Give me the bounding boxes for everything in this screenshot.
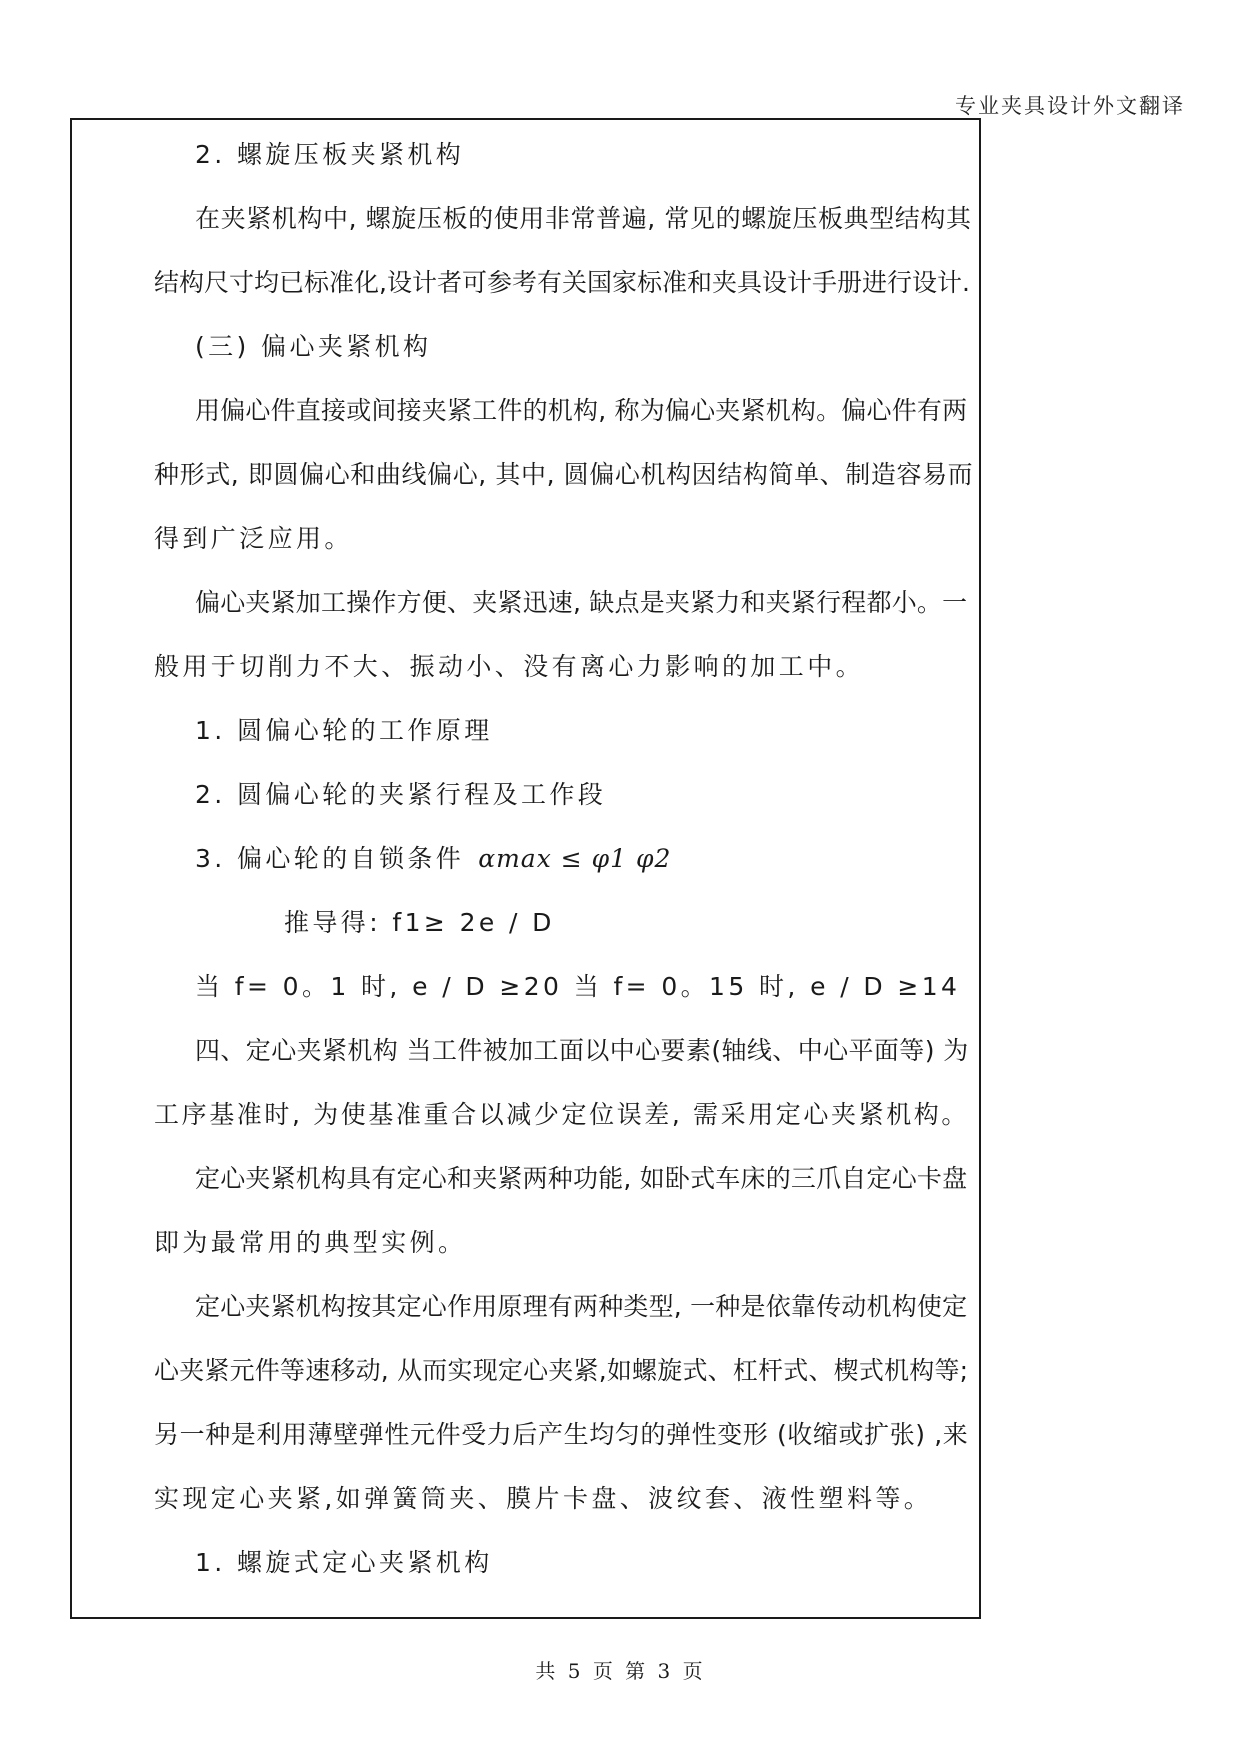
page-footer: 共 5 页 第 3 页 xyxy=(535,1659,706,1683)
paragraph-line: 即为最常用的典型实例。 xyxy=(154,1228,467,1257)
heading-screw-centering: 1. 螺旋式定心夹紧机构 xyxy=(195,1548,493,1577)
paragraph-line: 般用于切削力不大、振动小、没有离心力影响的加工中。 xyxy=(154,652,865,681)
paragraph-line: 另一种是利用薄壁弹性元件受力后产生均匀的弹性变形 (收缩或扩张) ,来 xyxy=(154,1420,969,1449)
list-item: 2. 圆偏心轮的夹紧行程及工作段 xyxy=(195,780,607,809)
derivation-line: 推导得: f1≥ 2e / D xyxy=(284,908,555,937)
self-locking-formula: αmax ≤ φ1 φ2 xyxy=(478,844,672,873)
paragraph-line: 四、定心夹紧机构 当工件被加工面以中心要素(轴线、中心平面等) 为 xyxy=(195,1036,969,1065)
heading-screw-clamp: 2. 螺旋压板夹紧机构 xyxy=(195,140,465,169)
paragraph-line: 在夹紧机构中, 螺旋压板的使用非常普遍, 常见的螺旋压板典型结构其 xyxy=(195,204,972,233)
paragraph-line: 用偏心件直接或间接夹紧工件的机构, 称为偏心夹紧机构。偏心件有两 xyxy=(195,396,968,425)
paragraph-line: 种形式, 即圆偏心和曲线偏心, 其中, 圆偏心机构因结构简单、制造容易而 xyxy=(154,460,974,489)
paragraph-line: 得到广泛应用。 xyxy=(154,524,353,553)
list-item: 1. 圆偏心轮的工作原理 xyxy=(195,716,493,745)
paragraph-line: 结构尺寸均已标准化,设计者可参考有关国家标准和夹具设计手册进行设计. xyxy=(154,268,970,297)
paragraph-line: 心夹紧元件等速移动, 从而实现定心夹紧,如螺旋式、杠杆式、楔式机构等; xyxy=(154,1356,969,1385)
paragraph-line: 工序基准时, 为使基准重合以减少定位误差, 需采用定心夹紧机构。 xyxy=(154,1100,969,1129)
paragraph-line: 定心夹紧机构按其定心作用原理有两种类型, 一种是依靠传动机构使定 xyxy=(195,1292,968,1321)
paragraph-line: 实现定心夹紧,如弹簧筒夹、膜片卡盘、波纹套、液性塑料等。 xyxy=(154,1484,933,1513)
heading-eccentric-clamp: (三) 偏心夹紧机构 xyxy=(195,332,432,361)
list-item-self-locking xyxy=(195,844,671,874)
paragraph-line: 偏心夹紧加工操作方便、夹紧迅速, 缺点是夹紧力和夹紧行程都小。一 xyxy=(195,588,968,617)
document-header-title: 专业夹具设计外文翻译 xyxy=(955,94,1185,118)
condition-line: 当 f= 0。1 时, e / D ≥20 当 f= 0。15 时, e / D ≥14 xyxy=(195,972,961,1001)
self-locking-label: 3. 偏心轮的自锁条件 xyxy=(195,844,465,873)
content-frame xyxy=(70,118,981,1619)
paragraph-line: 定心夹紧机构具有定心和夹紧两种功能, 如卧式车床的三爪自定心卡盘 xyxy=(195,1164,968,1193)
